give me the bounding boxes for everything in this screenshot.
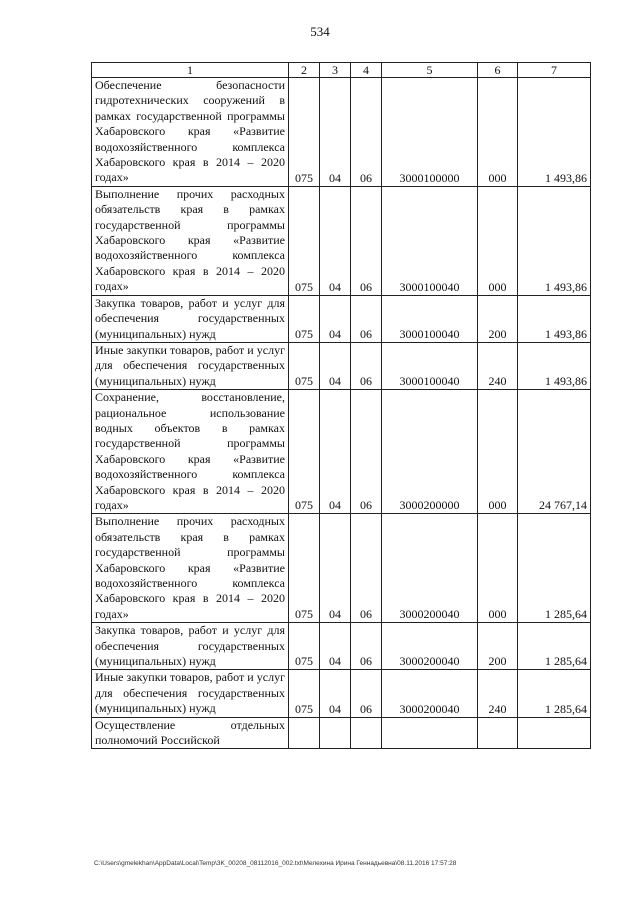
- row-code-section: 04: [320, 670, 351, 717]
- row-amount: 1 493,86: [518, 295, 591, 342]
- header-col-3: 3: [320, 63, 351, 78]
- row-description: Выполнение прочих расходных обязательств края в рамках государственной программы Хабаровского края «Развитие водохозяйственного комплекса Хабаровского края в 2014 – 2020 годах»: [92, 186, 289, 295]
- row-code-section: 04: [320, 514, 351, 623]
- row-code-expense-type: 000: [478, 186, 518, 295]
- row-description: Иные закупки товаров, работ и услуг для обеспечения государственных (муниципальных) нужд: [92, 342, 289, 389]
- row-code-target: 3000100040: [382, 295, 478, 342]
- row-code-section: 04: [320, 186, 351, 295]
- row-code-subsection: 06: [351, 670, 382, 717]
- table-row: [92, 623, 591, 670]
- row-code-subsection: 06: [351, 78, 382, 187]
- row-code-subsection: 06: [351, 390, 382, 514]
- table-row: [92, 670, 591, 717]
- table-row: [92, 186, 591, 295]
- row-code-section: 04: [320, 78, 351, 187]
- row-description: Выполнение прочих расходных обязательств края в рамках государственной программы Хабаровского края «Развитие водохозяйственного комплекса Хабаровского края в 2014 – 2020 годах»: [92, 514, 289, 623]
- page-number: 534: [310, 24, 330, 39]
- header-col-1: 1: [92, 63, 289, 78]
- row-amount: 1 285,64: [518, 623, 591, 670]
- row-code-admin: [289, 717, 320, 749]
- row-code-admin: 075: [289, 78, 320, 187]
- row-code-target: 3000100040: [382, 186, 478, 295]
- footer-file-path: C:\Users\gmelekhan\AppData\Local\Temp\3K_00208_08112016_002.txt\Мелехина Ирина Геннадьевна\08.11.2016 17:57:28: [94, 860, 457, 867]
- row-code-expense-type: 200: [478, 295, 518, 342]
- row-code-subsection: 06: [351, 342, 382, 389]
- header-col-4: 4: [351, 63, 382, 78]
- header-col-7: 7: [518, 63, 591, 78]
- row-code-expense-type: 000: [478, 514, 518, 623]
- row-amount: 1 493,86: [518, 342, 591, 389]
- row-code-target: 3000100000: [382, 78, 478, 187]
- row-code-expense-type: 240: [478, 670, 518, 717]
- row-code-subsection: 06: [351, 295, 382, 342]
- table-row: [92, 78, 591, 187]
- header-col-6: 6: [478, 63, 518, 78]
- row-code-admin: 075: [289, 186, 320, 295]
- row-code-admin: 075: [289, 390, 320, 514]
- row-code-subsection: 06: [351, 186, 382, 295]
- row-code-expense-type: 240: [478, 342, 518, 389]
- row-description: Осуществление отдельных полномочий Российской: [92, 717, 289, 749]
- row-code-target: 3000200000: [382, 390, 478, 514]
- row-amount: 1 285,64: [518, 670, 591, 717]
- table-row: [92, 342, 591, 389]
- row-code-subsection: 06: [351, 514, 382, 623]
- row-code-admin: 075: [289, 514, 320, 623]
- row-code-target: [382, 717, 478, 749]
- row-code-expense-type: 200: [478, 623, 518, 670]
- row-description: Закупка товаров, работ и услуг для обеспечения государственных (муниципальных) нужд: [92, 295, 289, 342]
- row-amount: 24 767,14: [518, 390, 591, 514]
- row-amount: [518, 717, 591, 749]
- header-col-2: 2: [289, 63, 320, 78]
- row-code-admin: 075: [289, 623, 320, 670]
- table-row: [92, 717, 591, 749]
- row-code-admin: 075: [289, 670, 320, 717]
- row-code-target: 3000200040: [382, 670, 478, 717]
- row-amount: 1 285,64: [518, 514, 591, 623]
- row-code-section: 04: [320, 390, 351, 514]
- row-code-section: 04: [320, 295, 351, 342]
- header-row: [92, 63, 591, 78]
- row-description: Иные закупки товаров, работ и услуг для обеспечения государственных (муниципальных) нужд: [92, 670, 289, 717]
- row-code-section: [320, 717, 351, 749]
- row-code-subsection: 06: [351, 623, 382, 670]
- table-row: [92, 295, 591, 342]
- row-code-expense-type: 000: [478, 78, 518, 187]
- row-code-expense-type: [478, 717, 518, 749]
- row-code-admin: 075: [289, 295, 320, 342]
- row-description: Обеспечение безопасности гидротехнических сооружений в рамках государственной программы Хабаровского края «Развитие водохозяйственного комплекса Хабаровского края в 2014 – 2020 годах»: [92, 78, 289, 187]
- table-row: [92, 390, 591, 514]
- row-description: Сохранение, восстановление, рациональное использование водных объектов в рамках государственной программы Хабаровского края «Развитие водохозяйственного комплекса Хабаровского края в 2014 – 2020 годах»: [92, 390, 289, 514]
- row-code-admin: 075: [289, 342, 320, 389]
- row-amount: 1 493,86: [518, 78, 591, 187]
- row-code-target: 3000100040: [382, 342, 478, 389]
- table-row: [92, 514, 591, 623]
- row-code-target: 3000200040: [382, 514, 478, 623]
- row-code-section: 04: [320, 623, 351, 670]
- row-code-subsection: [351, 717, 382, 749]
- row-code-target: 3000200040: [382, 623, 478, 670]
- row-code-section: 04: [320, 342, 351, 389]
- budget-table: [91, 62, 591, 749]
- row-amount: 1 493,86: [518, 186, 591, 295]
- row-code-expense-type: 000: [478, 390, 518, 514]
- header-col-5: 5: [382, 63, 478, 78]
- row-description: Закупка товаров, работ и услуг для обеспечения государственных (муниципальных) нужд: [92, 623, 289, 670]
